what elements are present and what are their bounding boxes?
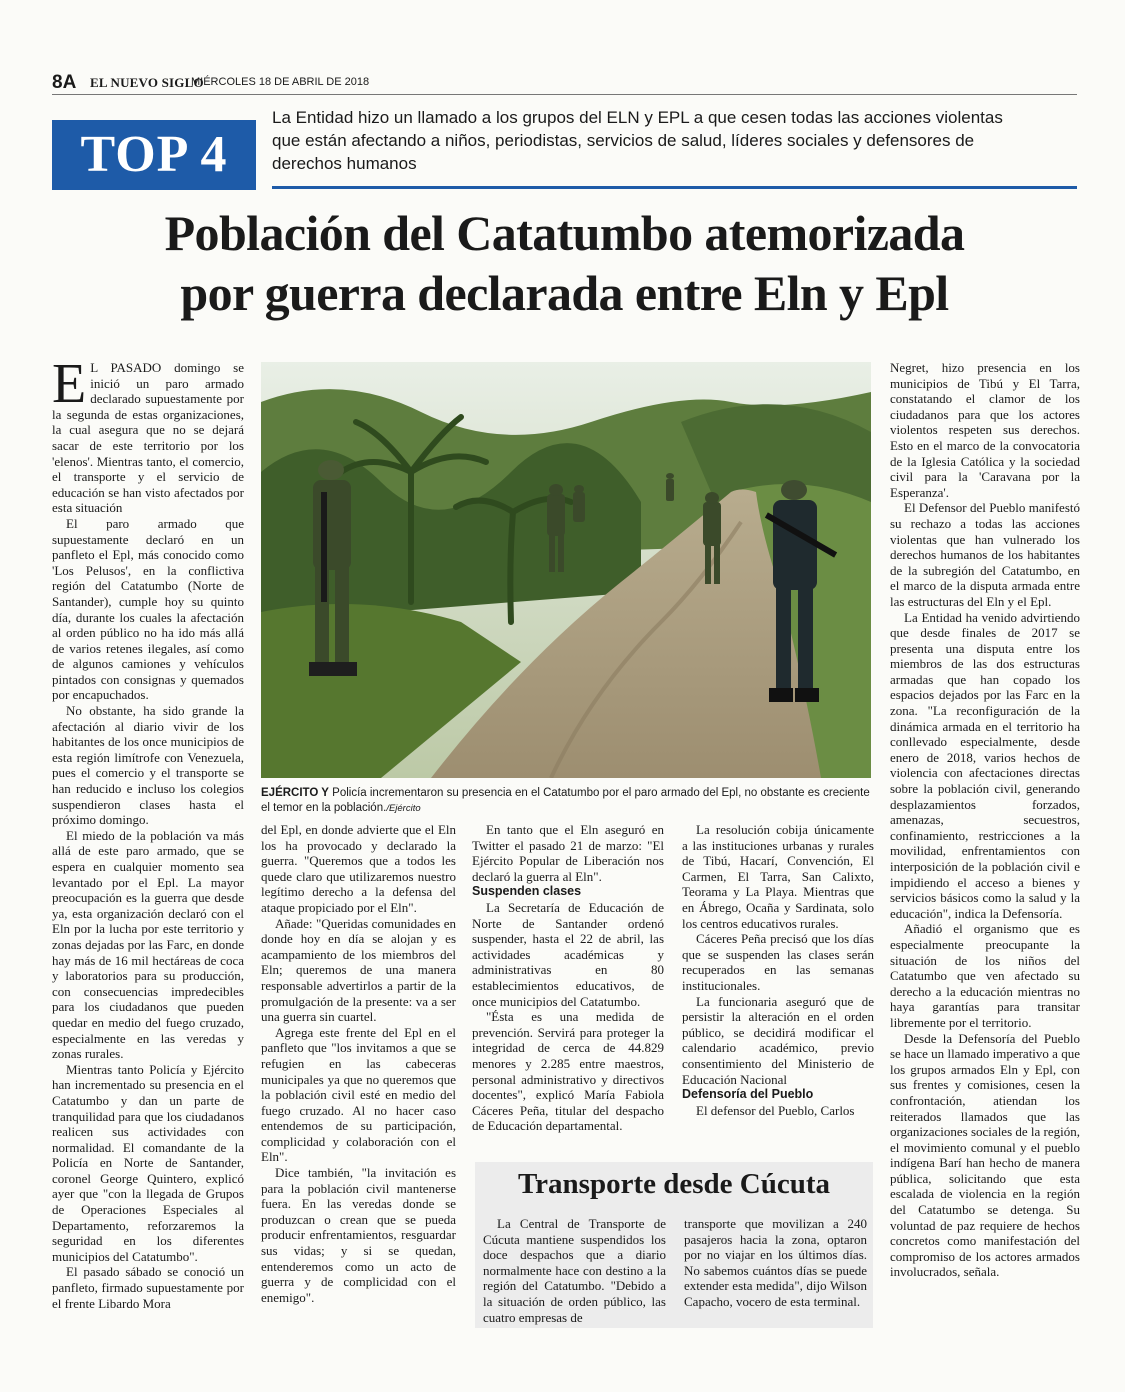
paragraph: Desde la Defensoría del Pueblo se hace un llamado imperativo a que los grupos armados Eln y Epl, con sus frentes y comisiones, cesen la confrontación, atiendan los reiterados llamados que las organizaciones sociales de la región, el movimiento comunal y el pueblo indígena Barí han hecho de manera pública, solicitando que esta escalada de violencia en la región del Catatumbo se detenga. Su voluntad de paz requiere de hechos concretos como manifestación del compromiso de los actores armados involucrados, señala.: [890, 1030, 1080, 1280]
paragraph: No obstante, ha sido grande la afectación al diario vivir de los habitantes de los once municipios de esta región limítrofe con Venezuela, pues el comercio y el transporte se han reducido e incluso los colegios suspendieron clases hasta el próximo domingo.: [52, 703, 244, 828]
paragraph: La resolución cobija únicamente a las instituciones urbanas y rurales de Tibú, Hacarí, Convención, El Carmen, El Tarra, San Calixto, Teorama y La Playa. Mientras que en Ábrego, Ocaña y Sardinata, solo los centros educativos rurales.: [682, 822, 874, 931]
paragraph: El defensor del Pueblo, Carlos: [696, 1102, 855, 1118]
paragraph: Añade: "Queridas comunidades en donde hoy en día se alojan y es acampamiento de los miembros del Eln; queremos de una manera responsable advertirlos a partir de la promulgación de la presente: va a ser una guerra sin cuartel.: [261, 915, 456, 1025]
page-header: [52, 72, 1077, 95]
section-tag: TOP 4: [52, 120, 256, 190]
paragraph: La Central de Transporte de Cúcuta mantiene suspendidos los doce despachos que a diario normalmente hace con destino a la región del Catatumbo. "Debido a la situación de orden público, las cuatro empresas de: [483, 1216, 666, 1325]
paragraph: Añadió el organismo que es especialmente preocupante la situación de los niños del Catatumbo que ven afectado su derecho a la educación mientras no haya garantías para transitar libremente por el territorio.: [890, 921, 1080, 1030]
headline-line-1: Población del Catatumbo atemorizada: [164, 205, 965, 261]
soldiers-road-photo: [261, 362, 871, 778]
page-number: 8A: [52, 72, 77, 93]
subheading-suspenden-clases: Suspenden clases: [472, 884, 582, 899]
paragraph: E L PASADO domingo se inició un paro armado declarado supuestamente por la segunda de estas organizaciones, la cual asegura que no se dejará sacar de este territorio por los 'elenos'. Mientras tanto, el comercio, el transporte y el servicio de educación se han visto afectados por esta situación: [52, 353, 244, 516]
paragraph: "Ésta es una medida de prevención. Servirá para proteger la integridad de cerca de 44.829 menores y 2.285 entre maestros, personal administrativo y directivos docentes", explicó María Fabiola Cáceres Peña, titular del despacho de Educación departamental.: [472, 1009, 664, 1134]
headline: [52, 203, 1077, 323]
article-column-5: [890, 360, 1080, 1280]
paragraph: La Entidad ha venido advirtiendo que desde finales de 2017 se presenta una disputa entre los miembros de las dos estructuras armadas que han copado los espacios dejados por las Farc en la zona. "La reconfiguración de la dinámica armada en el territorio ha conllevado especialmente, desde enero de 2018, varios hechos de violencia con afectaciones directas sobre la población civil, generando desplazamientos forzados, amenazas, secuestros, confinamiento, restricciones a la movilidad, enfrentamientos con interposición de la población civil e impidiendo el acceso a bienes y servicios básicos como la salud y la educación", indica la Defensoría.: [890, 609, 1080, 921]
paragraph: Mientras tanto Policía y Ejército han incrementado su presencia en el Catatumbo y dan un parte de tranquilidad para que los ciudadanos realicen sus actividades con normalidad. El comandante de la Policía en Norte de Santander, coronel George Quintero, explicó ayer que "con la llegada de Grupos de Operaciones Especiales al Departamento, reforzaremos la seguridad en los diferentes municipios del Catatumbo".: [52, 1061, 244, 1264]
paragraph: El paro armado que supuestamente declaró en un panfleto el Epl, más conocido como 'Los Pelusos', en la conflictiva región del Catatumbo (Norte de Santander), cumple hoy su quinto día, durante los cuales la afectación al orden público no ha ido más allá de varios retenes ilegales, así como de algunos camiones y vehículos pintados con consignas y quemados por encapuchados.: [52, 515, 244, 703]
sidebar-column-2: [684, 1216, 867, 1310]
subheading-defensoria: Defensoría del Pueblo: [682, 1087, 814, 1102]
paragraph: Dice también, "la invitación es para la población civil mantenerse fuera. En las veredas donde se produzcan o crean que se pueda producir enfrentamientos, resguardar sus vidas; y si se quedan, entenderemos como un acto de guerra y de complicidad con el enemigo".: [261, 1165, 456, 1305]
headline-line-2: por guerra declarada entre Eln y Epl: [180, 265, 949, 321]
issue-date: MIÉRCOLES 18 DE ABRIL DE 2018: [191, 76, 370, 88]
paragraph: El Defensor del Pueblo manifestó su rechazo a todas las acciones violentas que han vulnerado los derechos humanos de los habitantes de la subregión del Catatumbo, en el marco de la disputa armada entre las estructuras del Eln y el Epl.: [890, 500, 1080, 609]
article-column-1: [52, 353, 244, 1311]
paragraph: La Secretaría de Educación de Norte de Santander ordenó suspender, hasta el 22 de abril, las actividades académicas y administrativas en 80 establecimientos educativos, de once municipios del Catatumbo.: [472, 899, 664, 1009]
caption-lead: EJÉRCITO Y: [261, 787, 329, 799]
paragraph: Agrega este frente del Epl en el panfleto que "los invitamos a que se refugien en las cabeceras municipales ya que no queremos que la población civil esté en medio del fuego cruzado. Al no hacer caso entendemos de su participación, complicidad y colaboración con el Eln".: [261, 1024, 456, 1165]
caption-text: Policía incrementaron su presencia en el Catatumbo por el paro armado del Epl, no obstante es creciente el temor en la población.: [261, 787, 870, 814]
drop-cap: E: [52, 353, 87, 415]
paragraph: El miedo de la población va más allá de este paro armado, que se espera en cualquier momento sea levantado por el Epl. La mayor preocupación es la guerra que desde ya, esta organización declaró con el Eln por la lucha por este territorio y zonas dejadas por las Farc, en donde hay más de 16 mil hectáreas de coca y laboratorios para su producción, con consecuencias impredecibles para los ciudadanos que pueden quedar en medio del fuego cruzado, especialmente en las veredas y zonas rurales.: [52, 827, 244, 1062]
paragraph: transporte que movilizan a 240 pasajeros hacia la zona, optaron por no viajar en los últimos días. No sabemos cuántos días se puede extender esta medida", dijo Wilson Capacho, vocero de esta terminal.: [684, 1216, 867, 1309]
kicker-text: La Entidad hizo un llamado a los grupos del ELN y EPL a que cesen todas las acciones violentas que están afectando a niños, periodistas, servicios de salud, líderes sociales y defensores de derechos humanos: [272, 108, 1003, 173]
article-photo: [261, 362, 871, 778]
photo-credit: /Ejército: [386, 803, 421, 814]
article-column-3: [472, 822, 664, 1134]
paragraph: Cáceres Peña precisó que los días que se suspenden las clases serán recuperados en las semanas institucionales.: [682, 931, 874, 993]
paragraph: El pasado sábado se conoció un panfleto, firmado supuestamente por el frente Libardo Mora: [52, 1264, 244, 1311]
kicker-rule: [272, 186, 1077, 189]
sidebar-column-1: [483, 1216, 666, 1325]
paragraph: La funcionaria aseguró que de persistir la alteración en el orden público, se decidirá modificar el calendario académico, previo consentimiento del Ministerio de Educación Nacional: [682, 993, 874, 1087]
sidebar-title: Transporte desde Cúcuta: [517, 1168, 831, 1200]
article-column-2: [261, 822, 456, 1305]
newspaper-name: EL NUEVO SIGLO: [90, 75, 204, 90]
photo-caption: [261, 786, 871, 816]
article-column-4: [682, 822, 874, 1118]
paragraph: Negret, hizo presencia en los municipios de Tibú y El Tarra, constatando el clamor de los ciudadanos para que los actores violentos respeten sus derechos. Esto en el marco de la convocatoria de la Iglesia Católica y la sociedad civil para la 'Caravana por la Esperanza'.: [890, 360, 1080, 500]
paragraph: En tanto que el Eln aseguró en Twitter el pasado 21 de marzo: "El Ejército Popular de Liberación nos declaró la guerra al Eln".: [472, 822, 664, 884]
paragraph: del Epl, en donde advierte que el Eln los ha provocado y declarado la guerra. "Queremos que a todos les quede claro que utilizaremos nuestro legítimo derecho a la defensa del ataque propiciado por el Eln".: [261, 822, 456, 915]
